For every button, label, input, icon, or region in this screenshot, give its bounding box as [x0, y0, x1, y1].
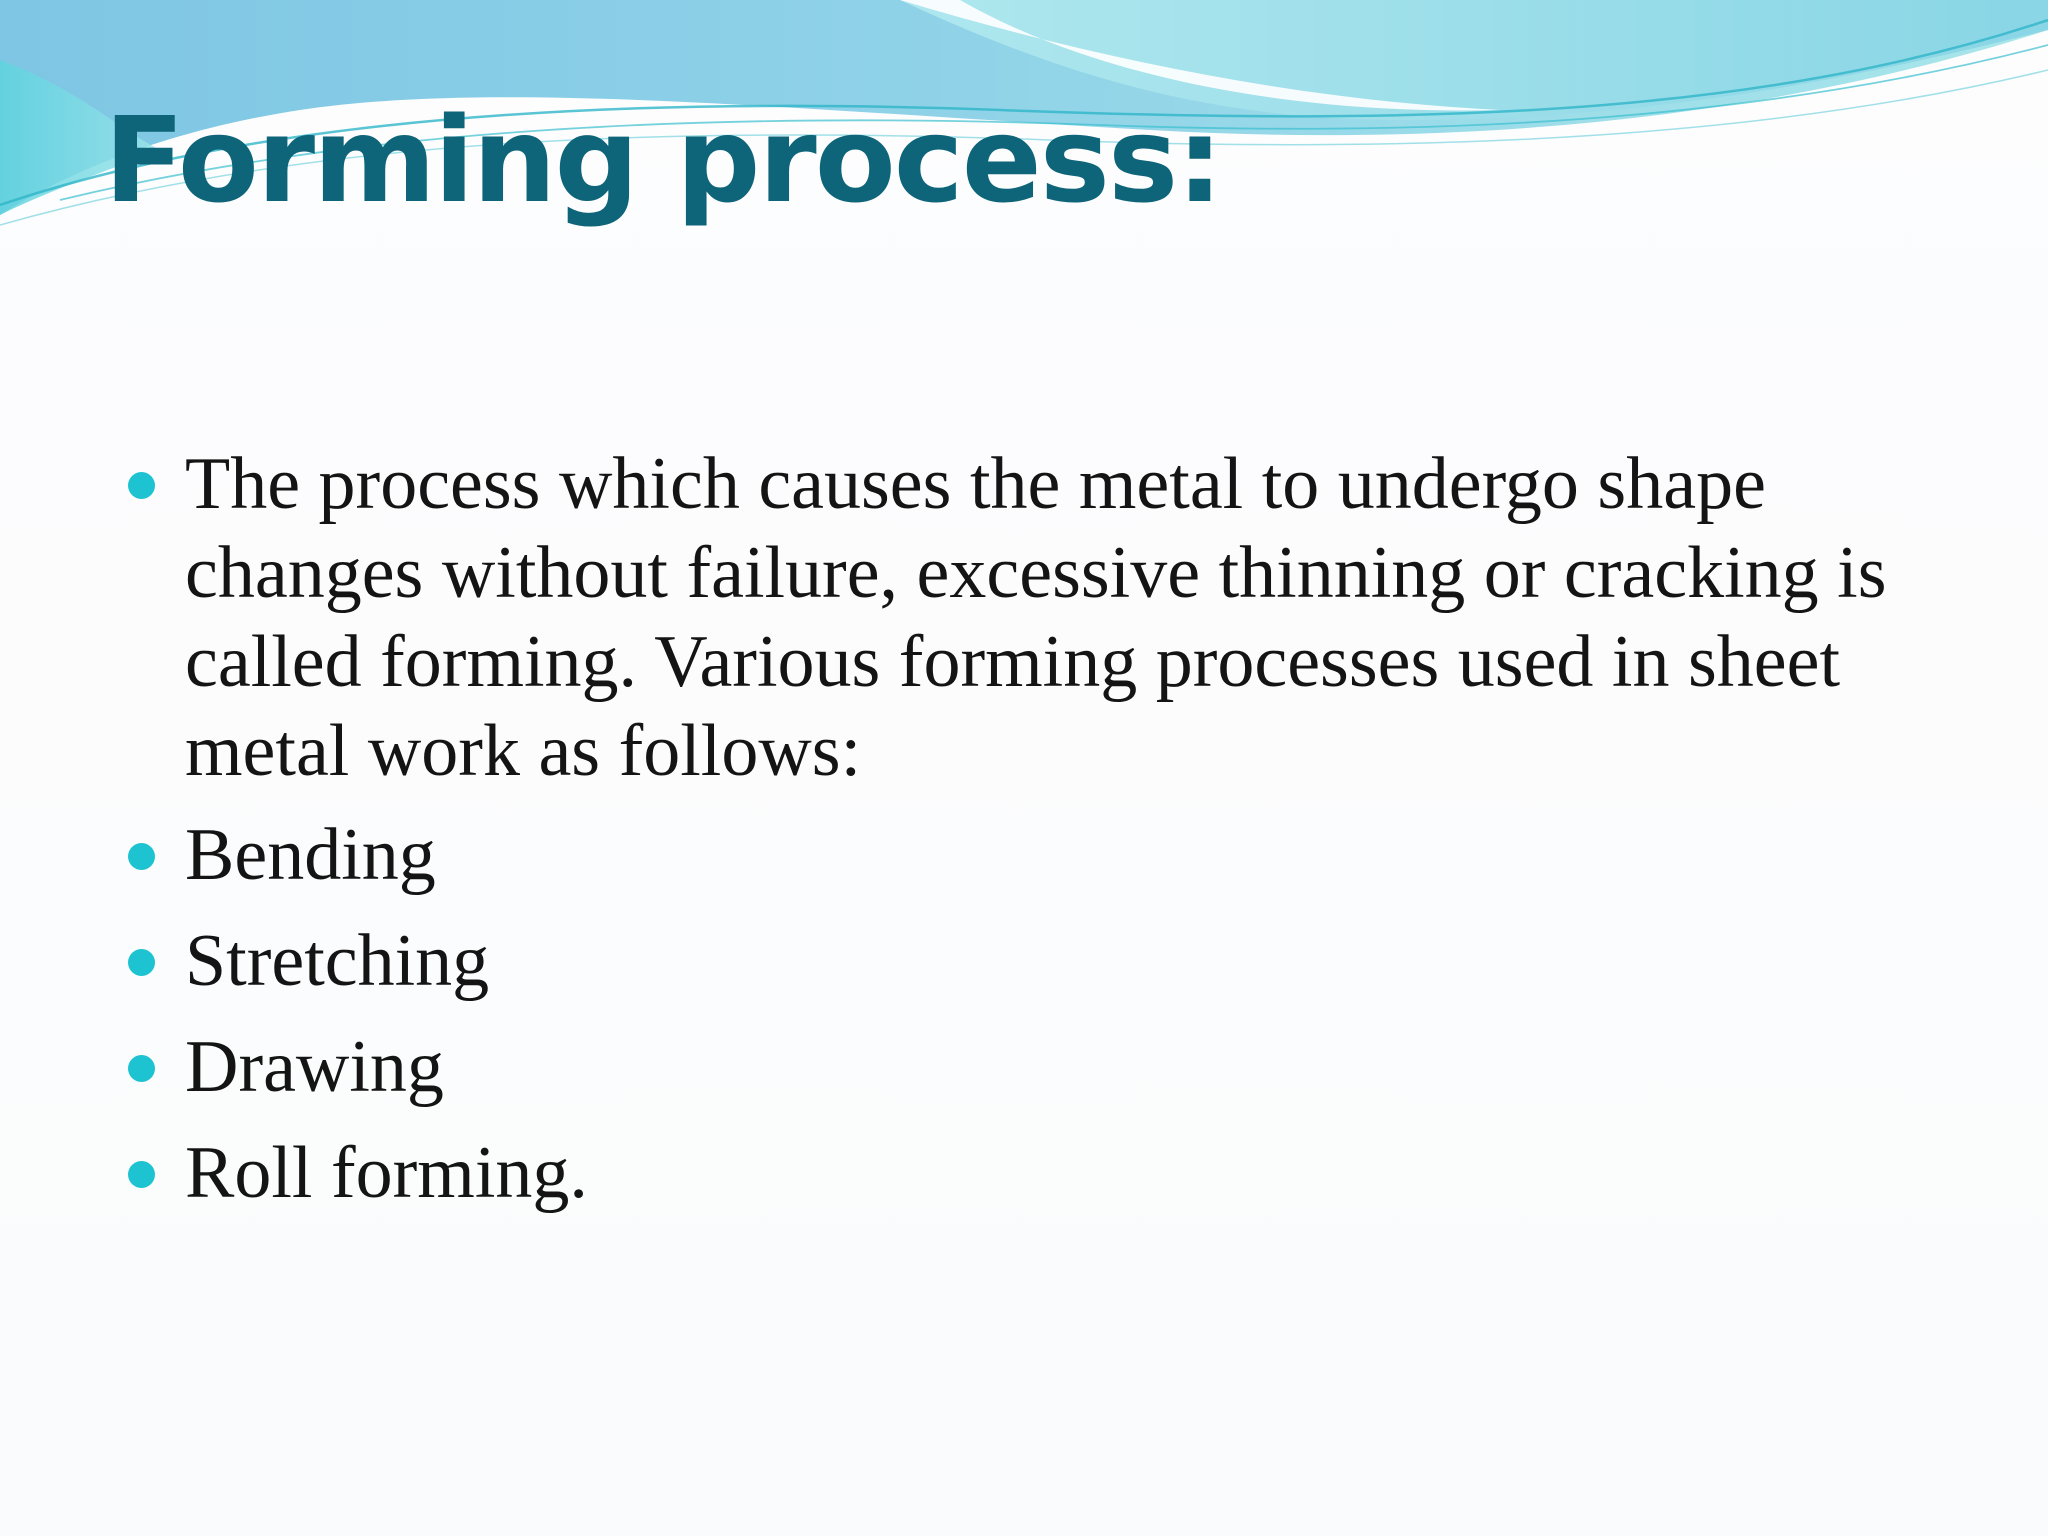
- bullet-text: Roll forming.: [185, 1132, 588, 1214]
- list-item: [128, 811, 1968, 900]
- list-item: [128, 440, 1968, 796]
- bullet-dot-icon: [128, 1161, 155, 1188]
- bullet-text: The process which causes the metal to undergo shape changes without failure, excessive thinning or cracking is called forming. Various forming processes used in sheet metal work as follows:: [185, 443, 1887, 792]
- bullet-dot-icon: [128, 472, 155, 499]
- bullet-text: Stretching: [185, 920, 490, 1002]
- bullet-dot-icon: [128, 949, 155, 976]
- bullet-text: Drawing: [185, 1026, 444, 1108]
- list-item: [128, 917, 1968, 1006]
- list-item: [128, 1129, 1968, 1218]
- bullet-text: Bending: [185, 814, 436, 896]
- bullet-dot-icon: [128, 1055, 155, 1082]
- list-item: [128, 1023, 1968, 1112]
- slide-title: Forming process:: [104, 91, 1222, 229]
- bullet-dot-icon: [128, 843, 155, 870]
- bullet-list: [128, 440, 1968, 1235]
